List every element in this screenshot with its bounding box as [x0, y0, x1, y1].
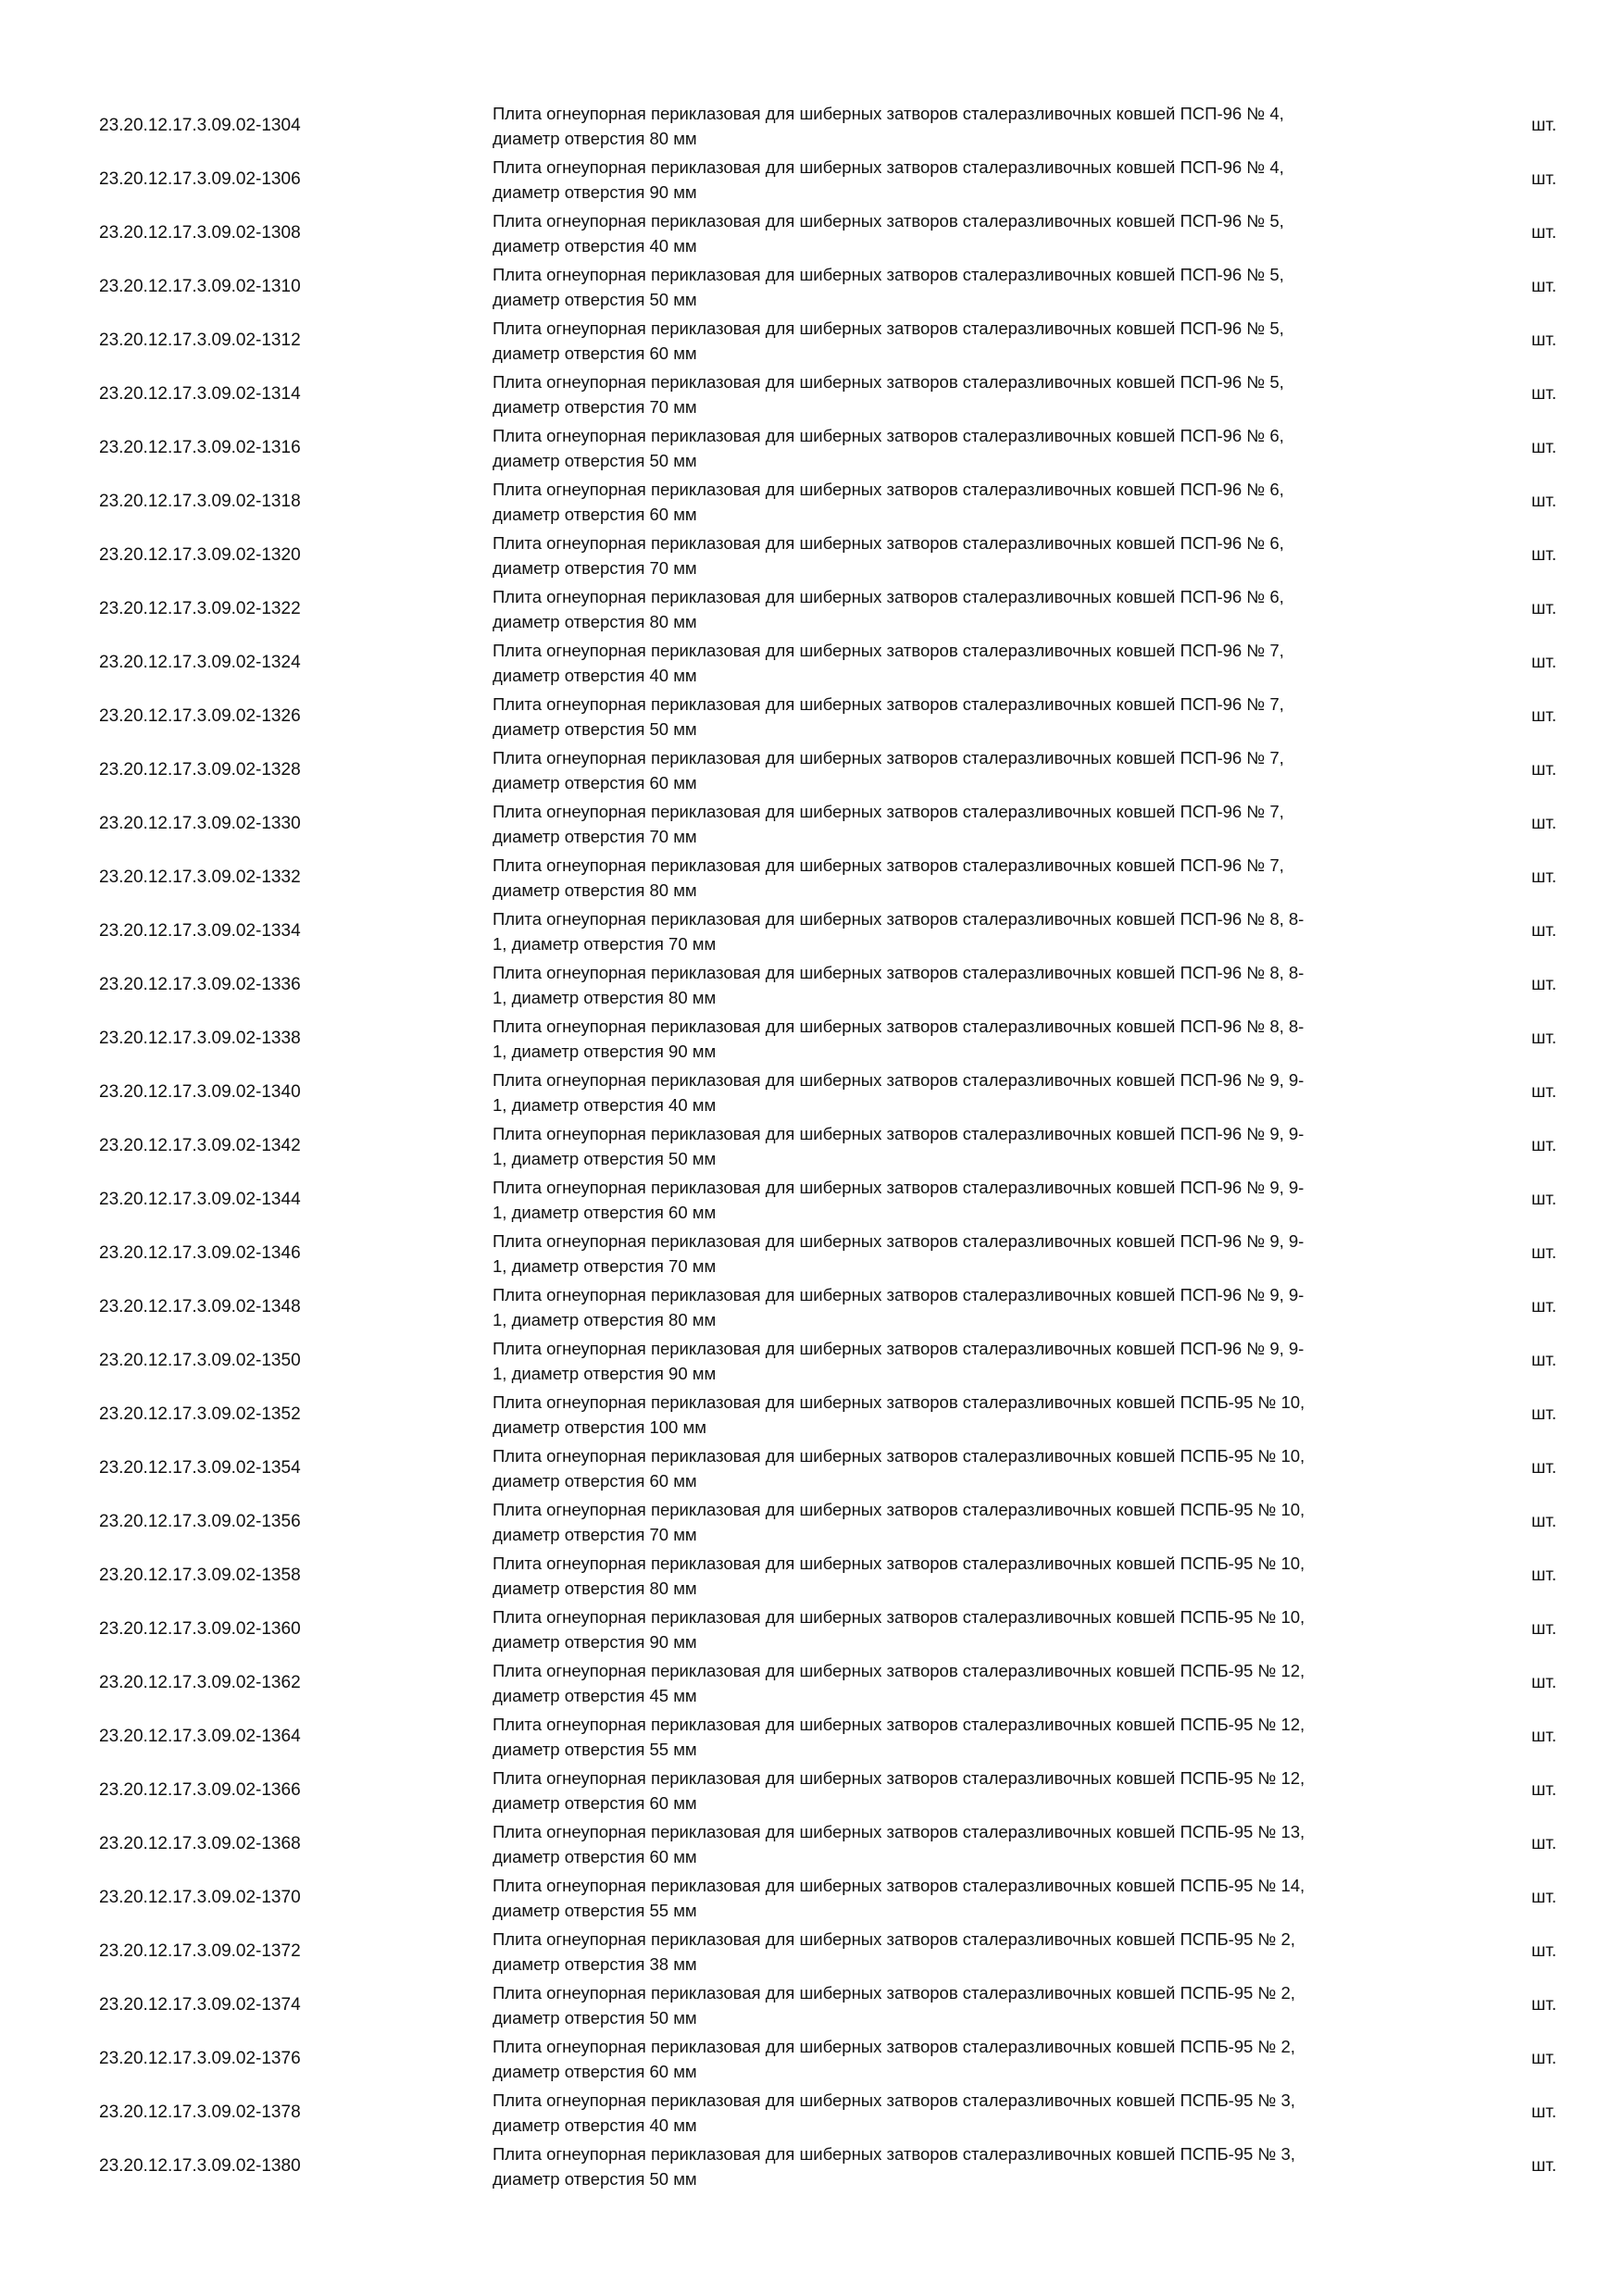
item-code: 23.20.12.17.3.09.02-1358: [99, 1566, 301, 1585]
description-line-2: диаметр отверстия 60 мм: [493, 2062, 697, 2081]
description-line-1: Плита огнеупорная периклазовая для шиберных затворов сталеразливочных ковшей ПСП-96 № 7,: [493, 641, 1284, 660]
item-unit: шт.: [1531, 599, 1557, 618]
table-row: [0, 475, 1624, 529]
item-code: 23.20.12.17.3.09.02-1360: [99, 1619, 301, 1639]
description-line-1: Плита огнеупорная периклазовая для шиберных затворов сталеразливочных ковшей ПСП-96 № 9, 9-: [493, 1124, 1305, 1143]
description-line-2: диаметр отверстия 90 мм: [493, 182, 697, 202]
table-row: [0, 1280, 1624, 1334]
item-code: 23.20.12.17.3.09.02-1354: [99, 1458, 301, 1478]
description-line-1: Плита огнеупорная периклазовая для шиберных затворов сталеразливочных ковшей ПСПБ-95 № 14,: [493, 1876, 1305, 1895]
item-unit: шт.: [1531, 1888, 1557, 1907]
description-line-2: 1, диаметр отверстия 60 мм: [493, 1203, 717, 1222]
description-line-2: диаметр отверстия 40 мм: [493, 2115, 697, 2135]
item-unit: шт.: [1531, 1458, 1557, 1478]
table-row: [0, 1441, 1624, 1495]
table-row: [0, 1871, 1624, 1925]
item-code: 23.20.12.17.3.09.02-1322: [99, 599, 301, 618]
item-description: [493, 906, 1455, 956]
description-line-2: диаметр отверстия 50 мм: [493, 451, 697, 470]
item-description: [493, 1497, 1455, 1547]
item-unit: шт.: [1531, 867, 1557, 887]
item-unit: шт.: [1531, 1404, 1557, 1424]
item-code: 23.20.12.17.3.09.02-1306: [99, 169, 301, 189]
item-description: [493, 2088, 1455, 2138]
description-line-1: Плита огнеупорная периклазовая для шиберных затворов сталеразливочных ковшей ПСПБ-95 № 2,: [493, 2037, 1295, 2056]
description-line-1: Плита огнеупорная периклазовая для шиберных затворов сталеразливочных ковшей ПСП-96 № 8, 8-: [493, 909, 1305, 929]
item-description: [493, 853, 1455, 903]
item-unit: шт.: [1531, 1727, 1557, 1746]
item-code: 23.20.12.17.3.09.02-1334: [99, 921, 301, 941]
item-code: 23.20.12.17.3.09.02-1342: [99, 1136, 301, 1155]
item-code: 23.20.12.17.3.09.02-1350: [99, 1351, 301, 1370]
description-line-2: диаметр отверстия 80 мм: [493, 129, 697, 148]
description-line-2: диаметр отверстия 70 мм: [493, 1525, 697, 1544]
item-unit: шт.: [1531, 1566, 1557, 1585]
item-description: [493, 1175, 1455, 1225]
description-line-1: Плита огнеупорная периклазовая для шиберных затворов сталеразливочных ковшей ПСПБ-95 № 3,: [493, 2144, 1295, 2164]
table-row: [0, 529, 1624, 582]
description-line-2: диаметр отверстия 50 мм: [493, 719, 697, 739]
description-line-1: Плита огнеупорная периклазовая для шиберных затворов сталеразливочных ковшей ПСПБ-95 № 12,: [493, 1661, 1305, 1680]
item-code: 23.20.12.17.3.09.02-1330: [99, 814, 301, 833]
item-description: [493, 1766, 1455, 1816]
table-row: [0, 2140, 1624, 2193]
item-unit: шт.: [1531, 2156, 1557, 2176]
item-code: 23.20.12.17.3.09.02-1348: [99, 1297, 301, 1316]
table-row: [0, 1495, 1624, 1549]
item-description: [493, 638, 1455, 688]
item-unit: шт.: [1531, 116, 1557, 135]
item-unit: шт.: [1531, 438, 1557, 457]
item-description: [493, 1229, 1455, 1279]
item-code: 23.20.12.17.3.09.02-1352: [99, 1404, 301, 1424]
table-row: [0, 1119, 1624, 1173]
table-row: [0, 582, 1624, 636]
table-row: [0, 851, 1624, 905]
description-line-1: Плита огнеупорная периклазовая для шиберных затворов сталеразливочных ковшей ПСП-96 № 9, 9-: [493, 1070, 1305, 1090]
description-line-1: Плита огнеупорная периклазовая для шиберных затворов сталеразливочных ковшей ПСПБ-95 № 10,: [493, 1392, 1305, 1412]
description-line-1: Плита огнеупорная периклазовая для шиберных затворов сталеразливочных ковшей ПСП-96 № 6,: [493, 426, 1284, 445]
price-list-table: [0, 99, 1624, 2193]
table-row: [0, 1012, 1624, 1066]
description-line-1: Плита огнеупорная периклазовая для шиберных затворов сталеразливочных ковшей ПСПБ-95 № 12,: [493, 1715, 1305, 1734]
description-line-1: Плита огнеупорная периклазовая для шиберных затворов сталеразливочных ковшей ПСП-96 № 8, 8-: [493, 1017, 1305, 1036]
item-unit: шт.: [1531, 277, 1557, 296]
item-description: [493, 1121, 1455, 1171]
item-description: [493, 530, 1455, 580]
description-line-2: 1, диаметр отверстия 70 мм: [493, 934, 717, 954]
table-row: [0, 958, 1624, 1012]
item-description: [493, 692, 1455, 742]
description-line-2: диаметр отверстия 80 мм: [493, 612, 697, 631]
item-code: 23.20.12.17.3.09.02-1346: [99, 1243, 301, 1263]
item-code: 23.20.12.17.3.09.02-1368: [99, 1834, 301, 1853]
description-line-2: диаметр отверстия 55 мм: [493, 1901, 697, 1920]
item-code: 23.20.12.17.3.09.02-1326: [99, 706, 301, 726]
item-unit: шт.: [1531, 1673, 1557, 1692]
table-row: [0, 1173, 1624, 1227]
table-row: [0, 1066, 1624, 1119]
description-line-2: диаметр отверстия 50 мм: [493, 290, 697, 309]
table-row: [0, 1656, 1624, 1710]
item-code: 23.20.12.17.3.09.02-1344: [99, 1190, 301, 1209]
description-line-1: Плита огнеупорная периклазовая для шиберных затворов сталеразливочных ковшей ПСП-96 № 9, 9-: [493, 1231, 1305, 1251]
table-row: [0, 314, 1624, 368]
description-line-1: Плита огнеупорная периклазовая для шиберных затворов сталеразливочных ковшей ПСПБ-95 № 3,: [493, 2090, 1295, 2110]
item-code: 23.20.12.17.3.09.02-1356: [99, 1512, 301, 1531]
item-description: [493, 1712, 1455, 1762]
item-description: [493, 799, 1455, 849]
description-line-2: диаметр отверстия 45 мм: [493, 1686, 697, 1705]
item-description: [493, 101, 1455, 151]
table-row: [0, 1227, 1624, 1280]
description-line-1: Плита огнеупорная периклазовая для шиберных затворов сталеразливочных ковшей ПСПБ-95 № 10,: [493, 1500, 1305, 1519]
table-row: [0, 797, 1624, 851]
item-code: 23.20.12.17.3.09.02-1328: [99, 760, 301, 780]
item-unit: шт.: [1531, 1190, 1557, 1209]
item-description: [493, 1604, 1455, 1654]
item-description: [493, 1443, 1455, 1493]
item-unit: шт.: [1531, 1941, 1557, 1961]
item-code: 23.20.12.17.3.09.02-1314: [99, 384, 301, 404]
item-unit: шт.: [1531, 1243, 1557, 1263]
description-line-1: Плита огнеупорная периклазовая для шиберных затворов сталеразливочных ковшей ПСПБ-95 № 2,: [493, 1983, 1295, 2003]
table-row: [0, 636, 1624, 690]
description-line-2: диаметр отверстия 100 мм: [493, 1417, 706, 1437]
table-row: [0, 153, 1624, 206]
item-description: [493, 1927, 1455, 1977]
description-line-2: 1, диаметр отверстия 80 мм: [493, 988, 717, 1007]
item-unit: шт.: [1531, 331, 1557, 350]
description-line-2: диаметр отверстия 60 мм: [493, 1847, 697, 1866]
description-line-1: Плита огнеупорная периклазовая для шиберных затворов сталеразливочных ковшей ПСП-96 № 5,: [493, 372, 1284, 392]
item-description: [493, 369, 1455, 419]
table-row: [0, 1817, 1624, 1871]
item-code: 23.20.12.17.3.09.02-1372: [99, 1941, 301, 1961]
item-unit: шт.: [1531, 975, 1557, 994]
item-code: 23.20.12.17.3.09.02-1310: [99, 277, 301, 296]
description-line-1: Плита огнеупорная периклазовая для шиберных затворов сталеразливочных ковшей ПСП-96 № 7,: [493, 694, 1284, 714]
item-code: 23.20.12.17.3.09.02-1374: [99, 1995, 301, 2015]
description-line-1: Плита огнеупорная периклазовая для шиберных затворов сталеразливочных ковшей ПСП-96 № 5,: [493, 318, 1284, 338]
table-row: [0, 1603, 1624, 1656]
item-unit: шт.: [1531, 223, 1557, 243]
item-code: 23.20.12.17.3.09.02-1318: [99, 492, 301, 511]
item-code: 23.20.12.17.3.09.02-1376: [99, 2049, 301, 2068]
table-row: [0, 421, 1624, 475]
description-line-2: 1, диаметр отверстия 90 мм: [493, 1364, 717, 1383]
item-description: [493, 1067, 1455, 1117]
description-line-2: диаметр отверстия 70 мм: [493, 827, 697, 846]
item-unit: шт.: [1531, 384, 1557, 404]
description-line-1: Плита огнеупорная периклазовая для шиберных затворов сталеразливочных ковшей ПСП-96 № 8, 8-: [493, 963, 1305, 982]
item-unit: шт.: [1531, 169, 1557, 189]
item-unit: шт.: [1531, 1297, 1557, 1316]
item-description: [493, 1658, 1455, 1708]
description-line-2: диаметр отверстия 80 мм: [493, 880, 697, 900]
item-code: 23.20.12.17.3.09.02-1316: [99, 438, 301, 457]
description-line-1: Плита огнеупорная периклазовая для шиберных затворов сталеразливочных ковшей ПСП-96 № 7,: [493, 748, 1284, 767]
item-description: [493, 1282, 1455, 1332]
item-code: 23.20.12.17.3.09.02-1378: [99, 2103, 301, 2122]
item-description: [493, 1551, 1455, 1601]
item-unit: шт.: [1531, 1351, 1557, 1370]
item-code: 23.20.12.17.3.09.02-1366: [99, 1780, 301, 1800]
item-unit: шт.: [1531, 492, 1557, 511]
description-line-1: Плита огнеупорная периклазовая для шиберных затворов сталеразливочных ковшей ПСПБ-95 № 2,: [493, 1929, 1295, 1949]
description-line-1: Плита огнеупорная периклазовая для шиберных затворов сталеразливочных ковшей ПСП-96 № 9, 9-: [493, 1178, 1305, 1197]
item-code: 23.20.12.17.3.09.02-1308: [99, 223, 301, 243]
table-row: [0, 1710, 1624, 1764]
description-line-2: диаметр отверстия 38 мм: [493, 1954, 697, 1974]
description-line-1: Плита огнеупорная периклазовая для шиберных затворов сталеразливочных ковшей ПСП-96 № 6,: [493, 480, 1284, 499]
table-row: [0, 1764, 1624, 1817]
description-line-2: диаметр отверстия 60 мм: [493, 773, 697, 792]
table-row: [0, 1549, 1624, 1603]
item-description: [493, 1980, 1455, 2030]
description-line-1: Плита огнеупорная периклазовая для шиберных затворов сталеразливочных ковшей ПСП-96 № 9, 9-: [493, 1285, 1305, 1304]
item-unit: шт.: [1531, 1780, 1557, 1800]
item-description: [493, 262, 1455, 312]
item-description: [493, 960, 1455, 1010]
description-line-1: Плита огнеупорная периклазовая для шиберных затворов сталеразливочных ковшей ПСП-96 № 5,: [493, 211, 1284, 231]
item-code: 23.20.12.17.3.09.02-1340: [99, 1082, 301, 1102]
item-code: 23.20.12.17.3.09.02-1336: [99, 975, 301, 994]
item-unit: шт.: [1531, 760, 1557, 780]
item-description: [493, 1014, 1455, 1064]
description-line-2: диаметр отверстия 50 мм: [493, 2008, 697, 2028]
item-unit: шт.: [1531, 545, 1557, 565]
table-row: [0, 368, 1624, 421]
description-line-1: Плита огнеупорная периклазовая для шиберных затворов сталеразливочных ковшей ПСПБ-95 № 10,: [493, 1607, 1305, 1627]
table-row: [0, 1978, 1624, 2032]
item-unit: шт.: [1531, 706, 1557, 726]
item-unit: шт.: [1531, 653, 1557, 672]
description-line-1: Плита огнеупорная периклазовая для шиберных затворов сталеразливочных ковшей ПСП-96 № 4,: [493, 104, 1284, 123]
item-unit: шт.: [1531, 814, 1557, 833]
item-description: [493, 2034, 1455, 2084]
table-row: [0, 1334, 1624, 1388]
description-line-2: диаметр отверстия 60 мм: [493, 505, 697, 524]
item-code: 23.20.12.17.3.09.02-1304: [99, 116, 301, 135]
item-unit: шт.: [1531, 2049, 1557, 2068]
item-unit: шт.: [1531, 1512, 1557, 1531]
item-description: [493, 584, 1455, 634]
description-line-2: диаметр отверстия 40 мм: [493, 666, 697, 685]
description-line-2: диаметр отверстия 60 мм: [493, 1793, 697, 1813]
table-row: [0, 1925, 1624, 1978]
description-line-1: Плита огнеупорная периклазовая для шиберных затворов сталеразливочных ковшей ПСПБ-95 № 10,: [493, 1446, 1305, 1466]
description-line-2: диаметр отверстия 70 мм: [493, 397, 697, 417]
item-code: 23.20.12.17.3.09.02-1324: [99, 653, 301, 672]
description-line-1: Плита огнеупорная периклазовая для шиберных затворов сталеразливочных ковшей ПСП-96 № 9, 9-: [493, 1339, 1305, 1358]
description-line-1: Плита огнеупорная периклазовая для шиберных затворов сталеразливочных ковшей ПСП-96 № 5,: [493, 265, 1284, 284]
description-line-2: диаметр отверстия 40 мм: [493, 236, 697, 256]
item-unit: шт.: [1531, 1834, 1557, 1853]
item-description: [493, 208, 1455, 258]
description-line-1: Плита огнеупорная периклазовая для шиберных затворов сталеразливочных ковшей ПСП-96 № 7,: [493, 802, 1284, 821]
description-line-2: диаметр отверстия 90 мм: [493, 1632, 697, 1652]
table-row: [0, 1388, 1624, 1441]
description-line-2: диаметр отверстия 70 мм: [493, 558, 697, 578]
description-line-1: Плита огнеупорная периклазовая для шиберных затворов сталеразливочных ковшей ПСП-96 № 7,: [493, 855, 1284, 875]
item-description: [493, 316, 1455, 366]
description-line-1: Плита огнеупорная периклазовая для шиберных затворов сталеразливочных ковшей ПСП-96 № 6,: [493, 533, 1284, 553]
table-row: [0, 743, 1624, 797]
table-row: [0, 2032, 1624, 2086]
item-code: 23.20.12.17.3.09.02-1332: [99, 867, 301, 887]
description-line-2: 1, диаметр отверстия 50 мм: [493, 1149, 717, 1168]
item-code: 23.20.12.17.3.09.02-1312: [99, 331, 301, 350]
item-description: [493, 745, 1455, 795]
item-description: [493, 423, 1455, 473]
item-description: [493, 155, 1455, 205]
item-description: [493, 1390, 1455, 1440]
description-line-2: 1, диаметр отверстия 40 мм: [493, 1095, 717, 1115]
item-description: [493, 1819, 1455, 1869]
item-unit: шт.: [1531, 1619, 1557, 1639]
description-line-2: 1, диаметр отверстия 70 мм: [493, 1256, 717, 1276]
item-unit: шт.: [1531, 1082, 1557, 1102]
item-code: 23.20.12.17.3.09.02-1370: [99, 1888, 301, 1907]
item-unit: шт.: [1531, 921, 1557, 941]
item-code: 23.20.12.17.3.09.02-1338: [99, 1029, 301, 1048]
table-row: [0, 206, 1624, 260]
description-line-2: диаметр отверстия 50 мм: [493, 2169, 697, 2189]
table-row: [0, 905, 1624, 958]
table-row: [0, 99, 1624, 153]
item-unit: шт.: [1531, 1995, 1557, 2015]
description-line-2: диаметр отверстия 80 мм: [493, 1578, 697, 1598]
description-line-2: 1, диаметр отверстия 80 мм: [493, 1310, 717, 1329]
item-description: [493, 1873, 1455, 1923]
description-line-2: 1, диаметр отверстия 90 мм: [493, 1042, 717, 1061]
description-line-1: Плита огнеупорная периклазовая для шиберных затворов сталеразливочных ковшей ПСП-96 № 6,: [493, 587, 1284, 606]
item-unit: шт.: [1531, 2103, 1557, 2122]
table-row: [0, 260, 1624, 314]
item-description: [493, 477, 1455, 527]
description-line-2: диаметр отверстия 55 мм: [493, 1740, 697, 1759]
table-row: [0, 690, 1624, 743]
description-line-2: диаметр отверстия 60 мм: [493, 1471, 697, 1491]
description-line-1: Плита огнеупорная периклазовая для шиберных затворов сталеразливочных ковшей ПСПБ-95 № 12,: [493, 1768, 1305, 1788]
item-unit: шт.: [1531, 1136, 1557, 1155]
item-code: 23.20.12.17.3.09.02-1380: [99, 2156, 301, 2176]
item-code: 23.20.12.17.3.09.02-1362: [99, 1673, 301, 1692]
description-line-1: Плита огнеупорная периклазовая для шиберных затворов сталеразливочных ковшей ПСПБ-95 № 10,: [493, 1554, 1305, 1573]
item-unit: шт.: [1531, 1029, 1557, 1048]
item-code: 23.20.12.17.3.09.02-1364: [99, 1727, 301, 1746]
item-code: 23.20.12.17.3.09.02-1320: [99, 545, 301, 565]
description-line-1: Плита огнеупорная периклазовая для шиберных затворов сталеразливочных ковшей ПСП-96 № 4,: [493, 157, 1284, 177]
item-description: [493, 2141, 1455, 2191]
item-description: [493, 1336, 1455, 1386]
table-row: [0, 2086, 1624, 2140]
description-line-1: Плита огнеупорная периклазовая для шиберных затворов сталеразливочных ковшей ПСПБ-95 № 13,: [493, 1822, 1305, 1841]
description-line-2: диаметр отверстия 60 мм: [493, 343, 697, 363]
